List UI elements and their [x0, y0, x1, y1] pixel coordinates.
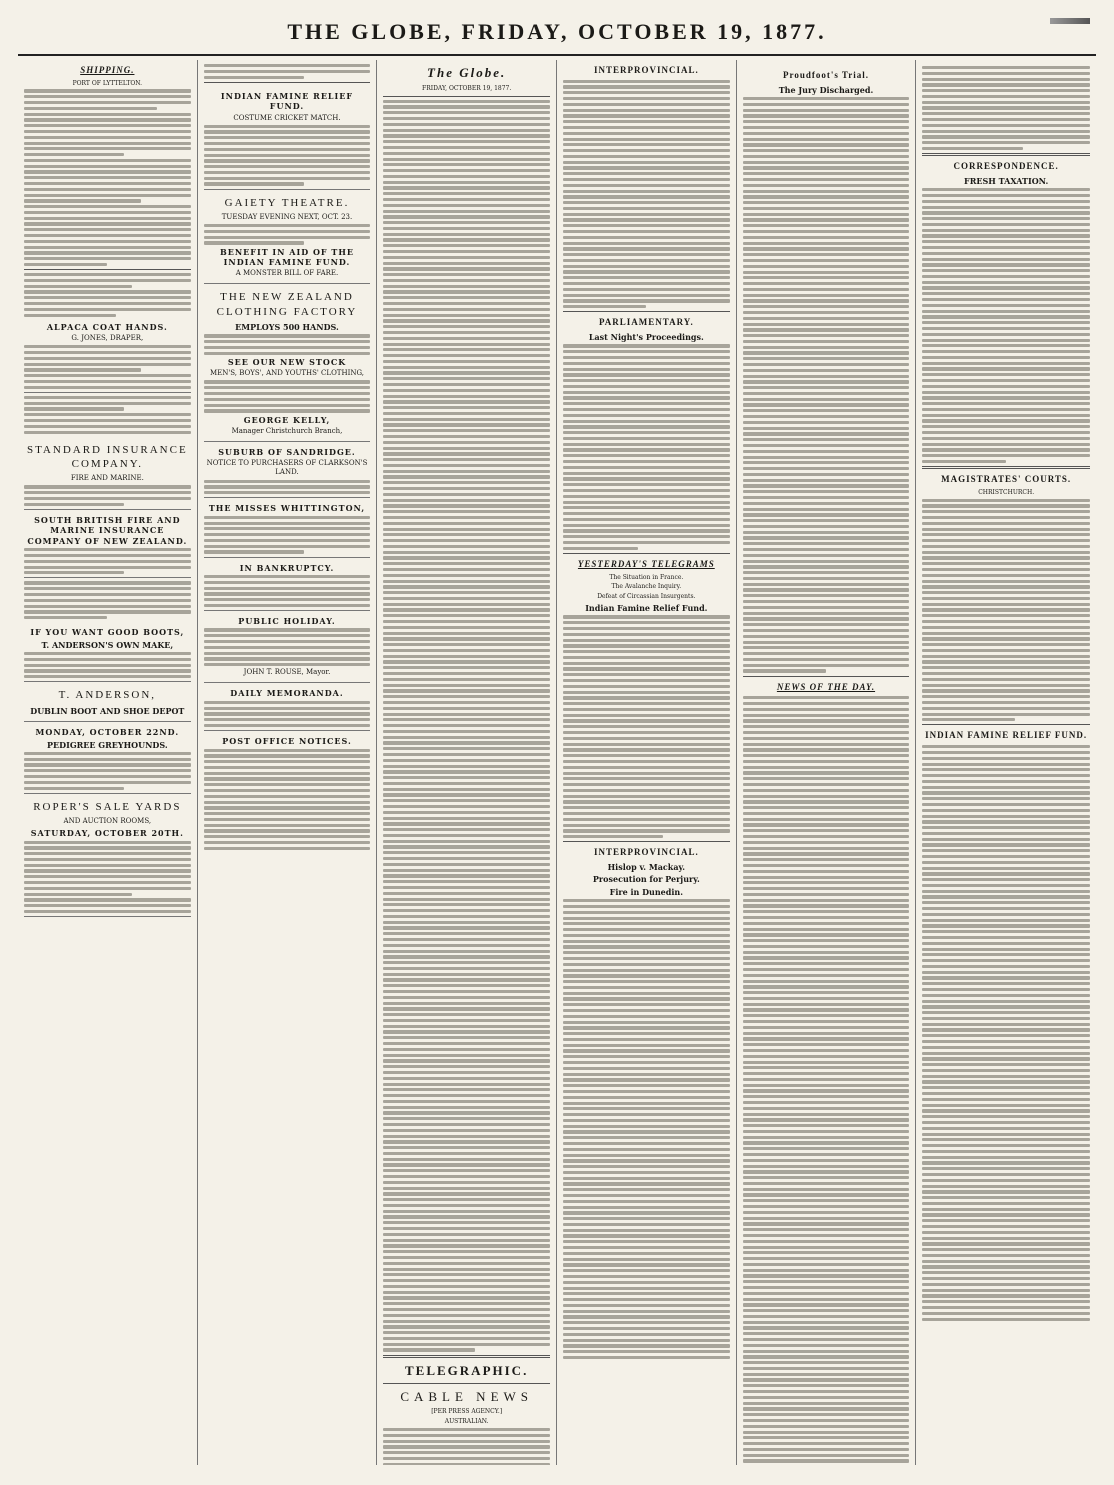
ad-sandridge-sub: NOTICE TO PURCHASERS OF CLARKSON'S LAND.	[206, 459, 368, 477]
ad-alpaca-title: ALPACA COAT HANDS.	[46, 321, 168, 332]
column-5	[737, 60, 917, 1465]
telegrams-sub-circassian: Defeat of Circassian Insurgents.	[597, 593, 696, 601]
interprovincial-heading-2: INTERPROVINCIAL.	[593, 847, 699, 858]
corner-mark	[1050, 18, 1090, 24]
proudfoot-text	[743, 97, 910, 673]
news-of-day-text	[743, 696, 910, 1465]
famine-fund-text	[922, 745, 1090, 1321]
ad-standard-title: STANDARD INSURANCE COMPANY.	[26, 443, 188, 471]
parliamentary-heading: PARLIAMENTARY.	[598, 317, 694, 328]
telegrams-heading: YESTERDAY'S TELEGRAMS	[577, 558, 715, 569]
ad-bankruptcy	[204, 558, 371, 611]
ad-benefit-sub: A MONSTER BILL OF FARE.	[235, 269, 339, 278]
interprovincial-text-2	[563, 899, 730, 1359]
cable-text	[383, 1428, 550, 1465]
post-office	[204, 731, 371, 853]
daily-memoranda	[204, 683, 371, 731]
fresh-taxation-heading: FRESH TAXATION.	[964, 175, 1049, 186]
globe-dateline: FRIDAY, OCTOBER 19, 1877.	[422, 84, 512, 92]
public-holiday-text	[922, 66, 1090, 150]
ad-standard-insurance	[24, 437, 191, 510]
union-fire-ad	[24, 581, 191, 619]
ad-sandridge-title: SUBURB OF SANDRIDGE.	[218, 447, 356, 457]
famine-fund-heading: INDIAN FAMINE RELIEF FUND.	[925, 730, 1088, 741]
column-3	[377, 60, 557, 1465]
masthead	[18, 10, 1096, 56]
ad-gaiety-sub: TUESDAY EVENING NEXT, OCT. 23.	[221, 212, 353, 221]
shipping-heading: SHIPPING.	[80, 65, 135, 75]
christchurch-heading: CHRISTCHURCH.	[978, 488, 1035, 496]
correspondence-heading: CORRESPONDENCE.	[953, 161, 1059, 172]
ad-cricket-sub: COSTUME CRICKET MATCH.	[233, 113, 341, 122]
telegraphic-heading: TELEGRAPHIC.	[405, 1362, 529, 1378]
ad-whittington-title: THE MISSES WHITTINGTON,	[208, 503, 366, 514]
column-2	[198, 60, 378, 1465]
globe-heading: The Globe.	[427, 65, 507, 80]
cable-news-heading: CABLE NEWS	[400, 1388, 534, 1404]
column-1	[18, 60, 198, 1465]
ad-gaiety	[204, 190, 371, 285]
ad-bankruptcy-title: IN BANKRUPTCY.	[239, 562, 335, 573]
ad-public-holiday	[204, 611, 371, 683]
fire-heading: Fire in Dunedin.	[609, 886, 683, 897]
to-let-ads	[24, 396, 191, 434]
ad-holiday-title: PUBLIC HOLIDAY.	[238, 616, 336, 627]
ad-ropers	[24, 794, 191, 917]
ad-ropers-date: SATURDAY, OCTOBER 20TH.	[30, 828, 184, 839]
ad-holiday-sub: JOHN T. ROUSE, Mayor.	[243, 668, 331, 677]
ad-sandridge	[204, 442, 371, 498]
column-6	[916, 60, 1096, 1465]
news-of-day-heading: NEWS OF THE DAY.	[776, 681, 876, 692]
ad-boots	[24, 622, 191, 682]
correspondence-text	[922, 188, 1090, 463]
ad-new-stock-sub: MEN'S, BOYS', AND YOUTHS' CLOTHING,	[209, 369, 365, 378]
ad-south-british-title: SOUTH BRITISH FIRE AND MARINE INSURANCE COMPANY OF NEW ZEALAND.	[27, 515, 188, 546]
telegrams-sub-avalanche: The Avalanche Inquiry.	[611, 583, 682, 591]
shearing-ad	[204, 64, 371, 79]
ad-greyhounds-title: PEDIGREE GREYHOUNDS.	[47, 739, 168, 750]
interprovincial-text-1	[563, 80, 730, 309]
ad-cricket-title: INDIAN FAMINE RELIEF FUND.	[220, 90, 354, 112]
proudfoot-heading: Proudfoot's Trial.	[782, 70, 869, 80]
shipping-text	[24, 89, 191, 266]
ad-gaiety-title: GAIETY THEATRE.	[224, 196, 350, 209]
telegrams-sub-famine: Indian Famine Relief Fund.	[585, 603, 708, 614]
ad-south-british	[24, 510, 191, 578]
ad-ropers-title: ROPER'S SALE YARDS	[33, 800, 182, 813]
ad-kelly-title: GEORGE KELLY,	[243, 414, 331, 425]
parliamentary-sub: Last Night's Proceedings.	[588, 332, 704, 343]
ad-cricket	[204, 86, 371, 190]
proudfoot-sub: The Jury Discharged.	[778, 84, 874, 95]
perjury-heading: Prosecution for Perjury.	[592, 874, 700, 885]
hislop-heading: Hislop v. Mackay.	[607, 861, 686, 872]
ad-benefit-title: BENEFIT IN AID OF THE INDIAN FAMINE FUND.	[220, 246, 354, 267]
ad-anderson-title: T. ANDERSON,	[58, 689, 157, 702]
magistrates-heading: MAGISTRATES' COURTS.	[941, 474, 1072, 485]
ad-clothing-factory	[204, 284, 371, 442]
masthead-title: THE GLOBE, FRIDAY, OCTOBER 19, 1877.	[287, 19, 827, 44]
ad-alpaca	[24, 317, 191, 393]
ad-clothing-sub: EMPLOYS 500 HANDS.	[235, 322, 339, 333]
ad-new-stock-title: SEE OUR NEW STOCK	[227, 356, 347, 367]
parliamentary-text	[563, 344, 730, 550]
column-4	[557, 60, 737, 1465]
magistrates-text	[922, 499, 1090, 722]
australian-heading: AUSTRALIAN.	[444, 1418, 489, 1426]
post-office-title: POST OFFICE NOTICES.	[222, 736, 352, 747]
ad-boots-title: IF YOU WANT GOOD BOOTS,	[30, 627, 185, 638]
ad-boots-sub: T. ANDERSON'S OWN MAKE,	[41, 639, 174, 650]
shipping-subheading: PORT OF LYTTELTON.	[72, 79, 143, 87]
ad-anderson-sub: DUBLIN BOOT AND SHOE DEPOT	[30, 705, 185, 716]
agency-line: [PER PRESS AGENCY.]	[431, 1408, 503, 1416]
telegrams-text	[563, 615, 730, 838]
ad-standard-sub: FIRE AND MARINE.	[70, 474, 144, 483]
ad-greyhounds	[24, 722, 191, 794]
interprovincial-heading-1: INTERPROVINCIAL.	[593, 65, 699, 75]
wanted-ads	[24, 273, 191, 317]
ad-kelly-sub: Manager Christchurch Branch,	[231, 426, 343, 435]
memoranda-title: DAILY MEMORANDA.	[230, 688, 344, 699]
ad-alpaca-sub: G. JONES, DRAPER,	[71, 334, 144, 343]
ad-ropers-sub: AND AUCTION ROOMS,	[63, 817, 152, 826]
ad-clothing-title: THE NEW ZEALAND CLOTHING FACTORY	[216, 291, 358, 318]
ad-anderson	[24, 682, 191, 722]
ad-greyhounds-date: MONDAY, OCTOBER 22ND.	[35, 727, 180, 738]
ad-whittington	[204, 498, 371, 557]
editorial-text	[383, 100, 550, 1352]
telegrams-sub-france: The Situation in France.	[609, 573, 684, 581]
columns	[18, 60, 1096, 1465]
